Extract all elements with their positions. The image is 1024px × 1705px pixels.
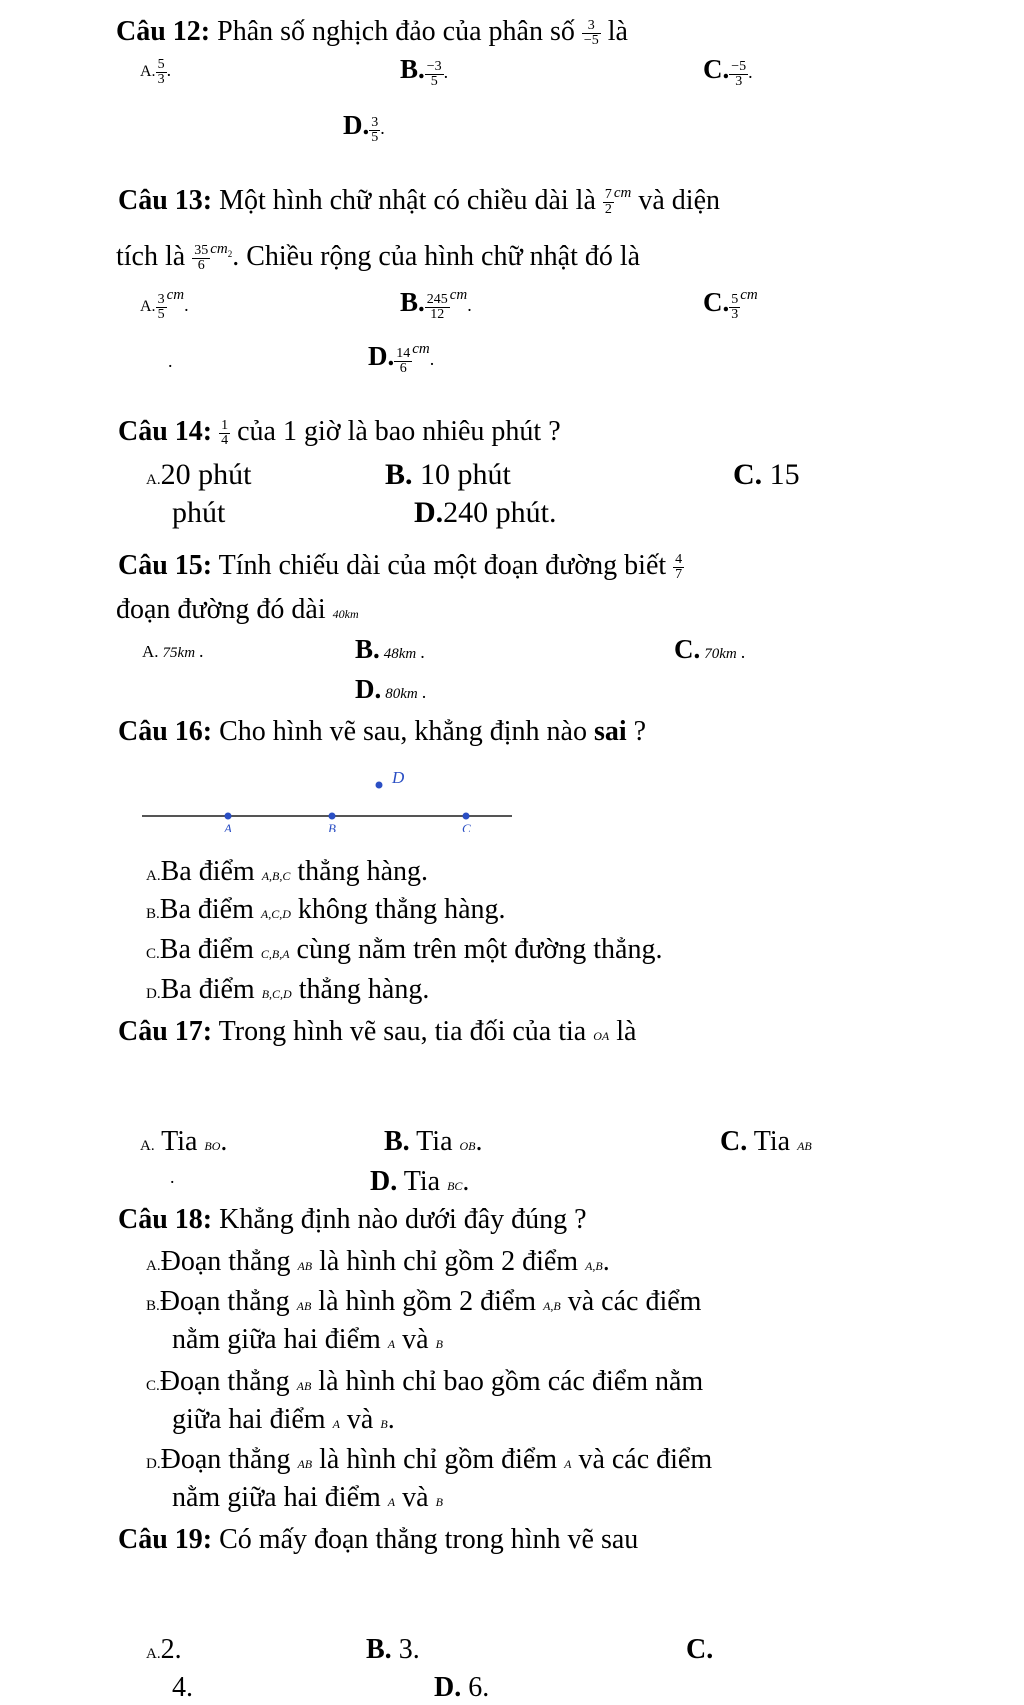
q15-option-b[interactable]: B. 48km .	[355, 634, 425, 664]
q19-option-c-wrap: 4.	[172, 1672, 193, 1703]
q14-option-b[interactable]: B. 10 phút	[385, 458, 511, 491]
q19-option-c[interactable]: C.	[686, 1634, 714, 1665]
q17-stem: Câu 17: Trong hình vẽ sau, tia đối của tia OA là	[118, 1016, 637, 1047]
q18-option-a[interactable]: A.Đoạn thẳng AB là hình chỉ gồm 2 điểm A,B.	[146, 1246, 610, 1277]
q13-option-d[interactable]: D. $\frac{14}{6}$ cm.	[368, 341, 435, 376]
q16-option-c[interactable]: C.Ba điểm C,B,A cùng nằm trên một đường thẳng.	[146, 934, 663, 965]
point-a	[225, 813, 232, 820]
q12-option-b[interactable]: B. $\frac{-3}{5}$ .	[400, 54, 449, 89]
point-b	[329, 813, 336, 820]
q16-option-b[interactable]: B.Ba điểm A,C,D không thẳng hàng.	[146, 894, 506, 925]
label-d: D	[392, 768, 405, 787]
q13-stem-line2: tích là $\frac{35}{6}$ $^{cm2}$. Chiều rộng của hình chữ nhật đó là	[116, 241, 641, 274]
q14-option-d[interactable]: D.240 phút.	[414, 496, 557, 529]
q16-stem: Câu 16: Cho hình vẽ sau, khẳng định nào sai ?	[118, 716, 647, 747]
point-c	[463, 813, 470, 820]
label-b: B	[328, 821, 336, 832]
q12-option-a[interactable]: A. $\frac{5}{3}$ .	[140, 57, 172, 87]
q15-option-c[interactable]: C. 70km .	[674, 634, 746, 664]
q17-option-b[interactable]: B. Tia OB.	[384, 1126, 483, 1157]
q18-option-d-line2: nằm giữa hai điểm A và B	[172, 1482, 443, 1513]
q12-option-c[interactable]: C. $\frac{-5}{3}$ .	[703, 54, 753, 89]
q19-option-a[interactable]: A.2.	[146, 1634, 182, 1665]
q17-option-a[interactable]: A. Tia BO.	[140, 1126, 228, 1157]
q18-option-c-line2: giữa hai điểm A và B.	[172, 1404, 395, 1435]
q17-option-c-period: .	[170, 1167, 175, 1187]
q15-option-a[interactable]: A. 75km .	[142, 641, 204, 661]
q18-option-d[interactable]: D.Đoạn thẳng AB là hình chỉ gồm điểm A và các điểm	[146, 1444, 713, 1475]
q13-option-c-period: .	[168, 351, 173, 371]
q17-option-c[interactable]: C. Tia AB	[720, 1126, 812, 1157]
label-a: A	[224, 821, 232, 832]
q14-option-c[interactable]: C. 15	[733, 458, 800, 491]
q13-stem-line1: Câu 13: Một hình chữ nhật có chiều dài là $\frac{7}{2}$ $^{cm}$ và diện	[118, 185, 721, 218]
q18-option-b[interactable]: B.Đoạn thẳng AB là hình gồm 2 điểm A,B và các điểm	[146, 1286, 702, 1317]
q12-stem: Câu 12: Phân số nghịch đảo của phân số $\frac{3}{-5}$ là	[116, 16, 628, 49]
q12-option-d[interactable]: D. $\frac{3}{5}$ .	[343, 110, 385, 145]
q19-option-b[interactable]: B. 3.	[366, 1634, 420, 1665]
q14-option-a[interactable]: A.20 phút	[146, 458, 252, 491]
q13-option-b[interactable]: B. $\frac{245}{12}$ cm.	[400, 287, 472, 322]
q13-option-a[interactable]: A. $\frac{3}{5}$ cm.	[140, 287, 189, 322]
q19-option-d[interactable]: D. 6.	[434, 1672, 490, 1703]
q16-figure	[140, 760, 520, 832]
q15-stem-line1: Câu 15: Tính chiếu dài của một đoạn đường biết $\frac{4}{7}$	[118, 550, 683, 583]
point-d	[376, 782, 383, 789]
label-c: C	[462, 821, 471, 832]
q19-stem: Câu 19: Có mấy đoạn thẳng trong hình vẽ sau	[118, 1524, 639, 1555]
q16-option-a[interactable]: A.Ba điểm A,B,C thẳng hàng.	[146, 856, 428, 887]
q15-stem-line2: đoạn đường đó dài 40km	[116, 594, 359, 625]
q17-option-d[interactable]: D. Tia BC.	[370, 1166, 470, 1197]
q12-fraction: $\frac{3}{-5}$	[583, 18, 599, 49]
q16-option-d[interactable]: D.Ba điểm B,C,D thẳng hàng.	[146, 974, 430, 1005]
q18-option-b-line2: nằm giữa hai điểm A và B	[172, 1324, 443, 1355]
q14-option-c-wrap: phút	[172, 496, 226, 529]
q14-stem: Câu 14: $\frac{1}{4}$ của 1 giờ là bao nhiêu phút ?	[118, 416, 561, 449]
q15-option-d[interactable]: D. 80km .	[355, 674, 427, 704]
q18-option-c[interactable]: C.Đoạn thẳng AB là hình chỉ bao gồm các điểm nằm	[146, 1366, 704, 1397]
q13-option-c[interactable]: C. $\frac{5}{3}$ cm	[703, 287, 758, 322]
q18-stem: Câu 18: Khẳng định nào dưới đây đúng ?	[118, 1204, 587, 1235]
